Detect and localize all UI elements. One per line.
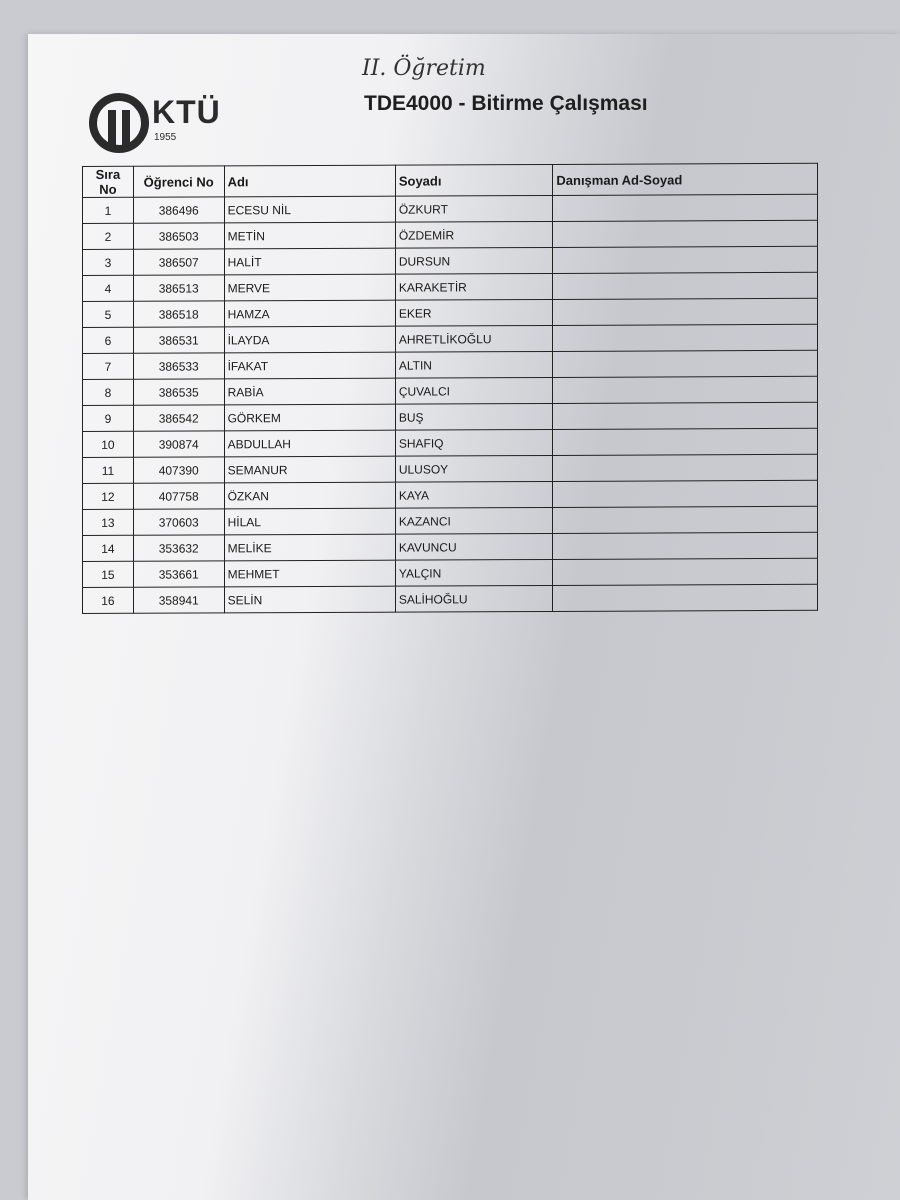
cell-ogrenci-no: 407390 [133,457,224,483]
cell-danisman [553,220,818,247]
cell-sira-no: 8 [83,379,134,405]
cell-soyadi: KAVUNCU [395,533,553,560]
cell-danisman [553,480,818,507]
cell-adi: SEMANUR [224,456,395,483]
table-row [83,376,818,405]
table-row [83,584,818,613]
cell-sira-no: 12 [83,483,134,509]
cell-soyadi: ÖZDEMİR [395,221,553,248]
logo-brand: KTÜ [152,94,221,130]
cell-adi: ABDULLAH [224,430,395,457]
cell-sira-no: 14 [83,535,134,561]
table-row [83,272,818,301]
cell-adi: SELİN [224,586,395,613]
cell-ogrenci-no: 353661 [133,561,224,587]
cell-sira-no: 5 [83,301,134,327]
cell-sira-no: 3 [83,249,134,275]
table-row [83,506,818,535]
cell-soyadi: ULUSOY [395,455,553,482]
cell-adi: ECESU NİL [224,196,395,223]
cell-danisman [553,454,818,481]
cell-sira-no: 2 [83,223,134,249]
cell-danisman [553,350,818,377]
cell-soyadi: YALÇIN [395,559,553,586]
cell-soyadi: AHRETLİKOĞLU [395,325,553,352]
cell-adi: İFAKAT [224,352,395,379]
cell-danisman [553,506,818,533]
cell-ogrenci-no: 358941 [133,587,224,613]
logo-year: 1955 [154,132,177,143]
cell-ogrenci-no: 390874 [133,431,224,457]
cell-ogrenci-no: 370603 [133,509,224,535]
header-ogrenci-no: Öğrenci No [133,166,224,197]
cell-sira-no: 16 [83,587,134,613]
cell-ogrenci-no: 386533 [133,353,224,379]
table-row [83,454,818,483]
handwritten-note: II. Öğretim [362,56,486,81]
cell-ogrenci-no: 386507 [133,249,224,275]
cell-adi: MEHMET [224,560,395,587]
cell-adi: İLAYDA [224,326,395,353]
cell-soyadi: SALİHOĞLU [395,585,553,612]
document-title: TDE4000 - Bitirme Çalışması [364,92,648,115]
cell-ogrenci-no: 386496 [133,197,224,223]
cell-sira-no: 4 [83,275,134,301]
cell-soyadi: DURSUN [395,247,553,274]
cell-danisman [553,324,818,351]
cell-danisman [553,532,818,559]
cell-ogrenci-no: 386531 [133,327,224,353]
cell-soyadi: ÖZKURT [395,195,553,222]
table-row [83,324,818,353]
cell-ogrenci-no: 407758 [133,483,224,509]
cell-sira-no: 9 [83,405,134,431]
cell-soyadi: BUŞ [395,403,553,430]
cell-sira-no: 6 [83,327,134,353]
table-row [83,558,818,587]
table-row [83,350,818,379]
cell-soyadi: KARAKETİR [395,273,553,300]
table-row [83,220,818,249]
cell-ogrenci-no: 386513 [133,275,224,301]
cell-adi: MERVE [224,274,395,301]
table-row [83,428,818,457]
cell-soyadi: KAYA [395,481,553,508]
cell-adi: RABİA [224,378,395,405]
cell-danisman [553,558,818,585]
table-row [83,402,818,431]
table-row [83,298,818,327]
cell-ogrenci-no: 386518 [133,301,224,327]
student-table [82,163,818,614]
cell-adi: HAMZA [224,300,395,327]
cell-soyadi: SHAFIQ [395,429,553,456]
cell-soyadi: ALTIN [395,351,553,378]
cell-sira-no: 7 [83,353,134,379]
header-danisman: Danışman Ad-Soyad [553,163,818,195]
cell-ogrenci-no: 386535 [133,379,224,405]
cell-danisman [553,246,818,273]
ktu-logo [88,92,228,154]
header-sira-no: Sıra No [83,166,134,197]
cell-ogrenci-no: 386542 [133,405,224,431]
table-row [83,194,818,223]
cell-sira-no: 1 [83,197,134,223]
cell-soyadi: EKER [395,299,553,326]
cell-sira-no: 11 [83,457,134,483]
cell-danisman [553,584,818,611]
cell-ogrenci-no: 353632 [133,535,224,561]
ktu-emblem-icon [88,92,150,154]
table-header-row [83,163,818,197]
cell-danisman [553,428,818,455]
cell-adi: METİN [224,222,395,249]
cell-sira-no: 13 [83,509,134,535]
cell-adi: HALİT [224,248,395,275]
cell-danisman [553,376,818,403]
table-row [83,246,818,275]
cell-adi: ÖZKAN [224,482,395,509]
cell-adi: HİLAL [224,508,395,535]
header-adi: Adı [224,165,395,197]
cell-sira-no: 10 [83,431,134,457]
cell-soyadi: ÇUVALCI [395,377,553,404]
cell-danisman [553,298,818,325]
cell-soyadi: KAZANCI [395,507,553,534]
cell-danisman [553,272,818,299]
cell-danisman [553,402,818,429]
table-row [83,532,818,561]
header-soyadi: Soyadı [395,164,553,196]
cell-ogrenci-no: 386503 [133,223,224,249]
cell-danisman [553,194,818,221]
cell-adi: GÖRKEM [224,404,395,431]
cell-adi: MELİKE [224,534,395,561]
cell-sira-no: 15 [83,561,134,587]
table-row [83,480,818,509]
